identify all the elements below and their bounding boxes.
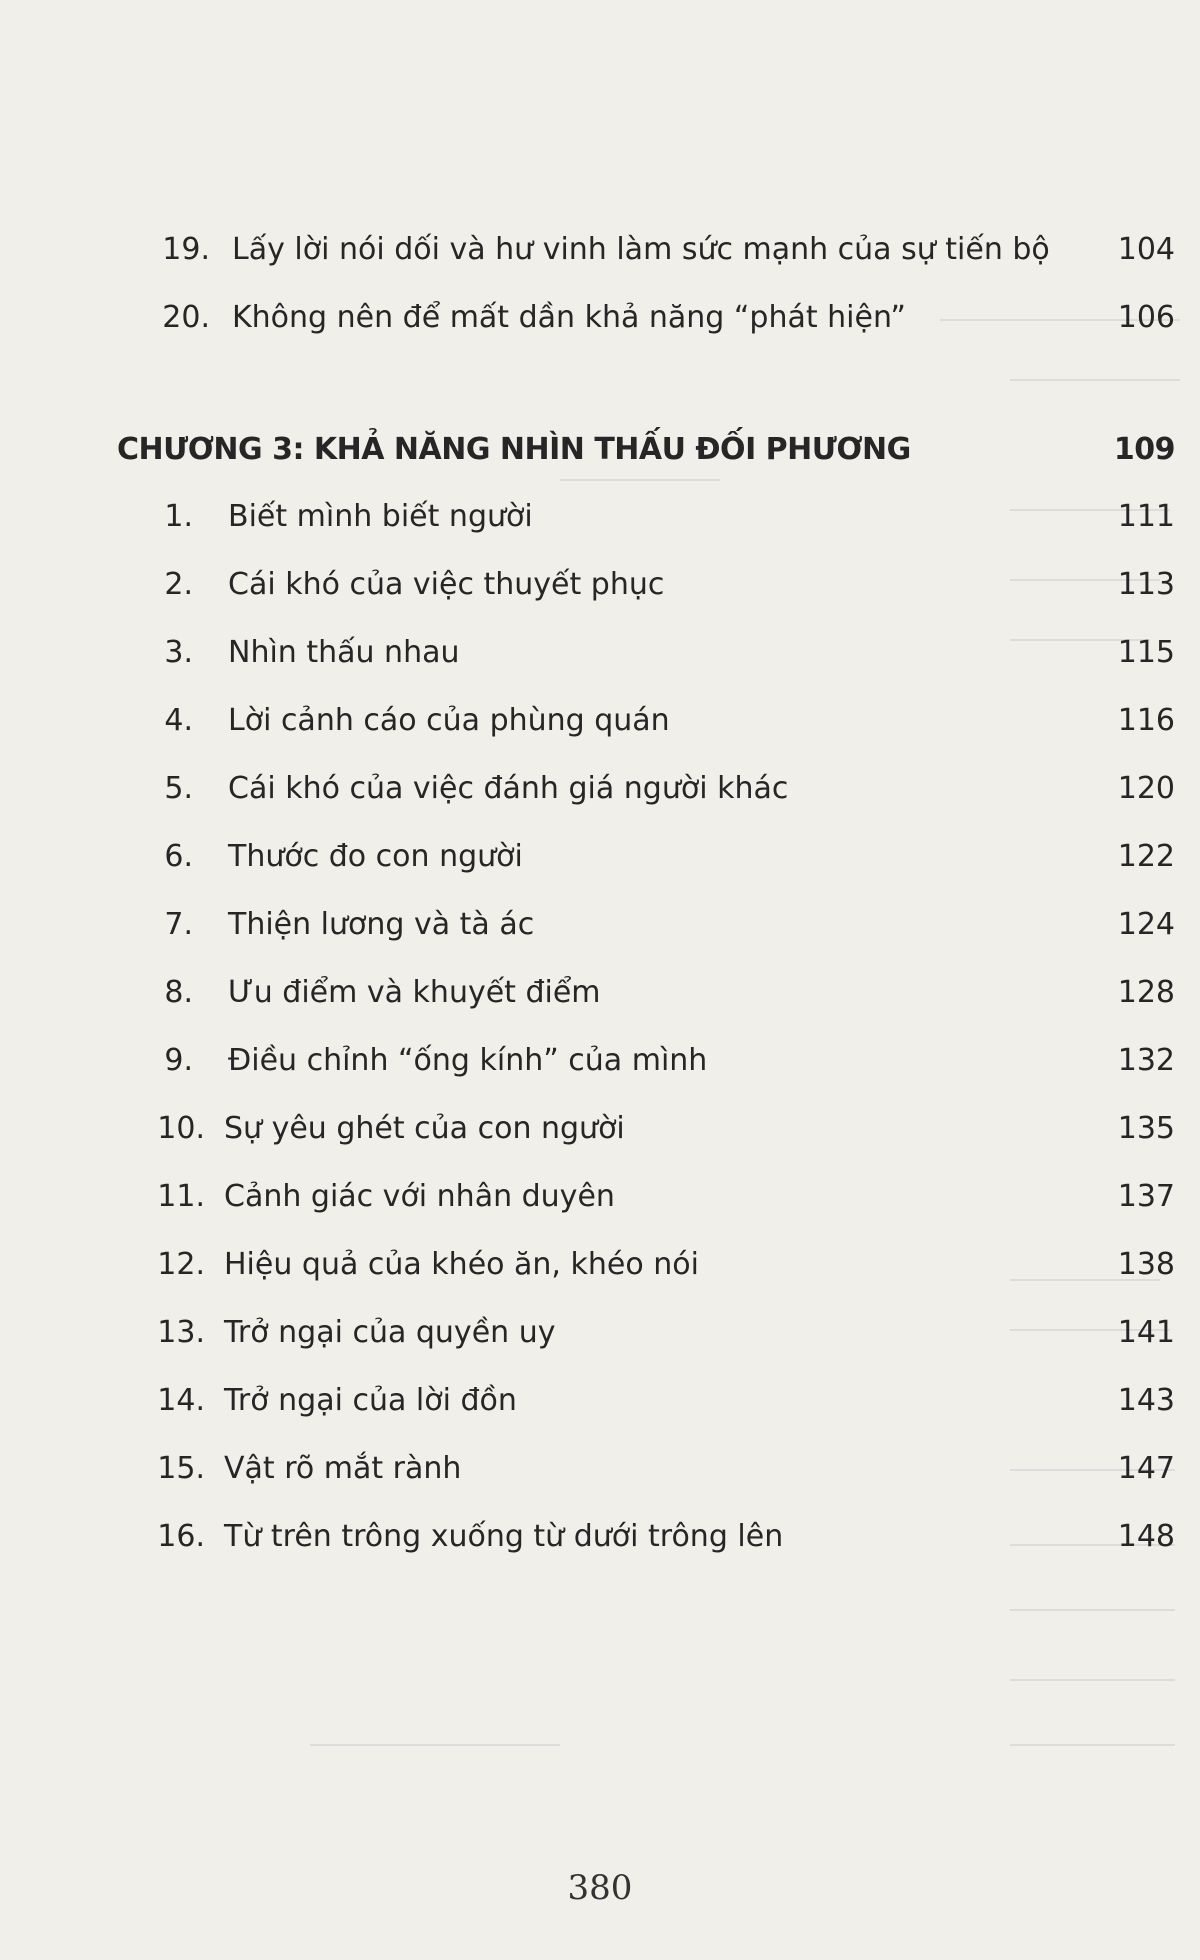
toc-entry-number: 14. [157, 1383, 205, 1418]
toc-entry [0, 1507, 1200, 1567]
toc-entry-page: 143 [1117, 1383, 1175, 1418]
toc-entry-page: 116 [1117, 703, 1175, 738]
toc-entry-page: 128 [1117, 975, 1175, 1010]
toc-entry [0, 288, 1200, 348]
toc-entry [0, 220, 1200, 280]
toc-entry-page: 113 [1117, 567, 1175, 602]
toc-entry [0, 1303, 1200, 1363]
toc-entry [0, 691, 1200, 751]
toc-entry [0, 1439, 1200, 1499]
toc-entry-number: 8. [164, 975, 193, 1010]
toc-entry-title: Hiệu quả của khéo ăn, khéo nói [224, 1247, 699, 1282]
toc-entry [0, 895, 1200, 955]
toc-entry-title: Trở ngại của quyền uy [224, 1315, 556, 1350]
toc-entry-title: Vật rõ mắt rành [224, 1451, 462, 1486]
chapter-title: CHƯƠNG 3: KHẢ NĂNG NHÌN THẤU ĐỐI PHƯƠNG [117, 432, 911, 467]
toc-entry-title: Thiện lương và tà ác [228, 907, 535, 942]
toc-entry-page: 138 [1117, 1247, 1175, 1282]
toc-entry-number: 3. [164, 635, 193, 670]
toc-entry-page: 111 [1117, 499, 1175, 534]
toc-entry-title: Sự yêu ghét của con người [224, 1111, 625, 1146]
toc-entry-title: Nhìn thấu nhau [228, 635, 460, 670]
toc-entry-title: Lời cảnh cáo của phùng quán [228, 703, 670, 738]
toc-entry-number: 12. [157, 1247, 205, 1282]
toc-entry-page: 124 [1117, 907, 1175, 942]
toc-entry-page: 106 [1117, 300, 1175, 335]
toc-entry [0, 623, 1200, 683]
toc-entry-number: 7. [164, 907, 193, 942]
toc-entry-number: 5. [164, 771, 193, 806]
toc-entry-number: 4. [164, 703, 193, 738]
toc-entry-number: 16. [157, 1519, 205, 1554]
chapter-heading [0, 420, 1200, 480]
page-number: 380 [567, 1868, 633, 1908]
toc-entry-title: Không nên để mất dần khả năng “phát hiện” [232, 300, 906, 335]
toc-entry-title: Thước đo con người [228, 839, 523, 874]
toc-entry-title: Cái khó của việc đánh giá người khác [228, 771, 789, 806]
toc-entry-page: 147 [1117, 1451, 1175, 1486]
toc-entry-number: 19. [162, 232, 210, 267]
toc-entry-title: Cái khó của việc thuyết phục [228, 567, 665, 602]
toc-entry [0, 555, 1200, 615]
toc-entry-page: 120 [1117, 771, 1175, 806]
toc-entry-title: Ưu điểm và khuyết điểm [228, 975, 601, 1010]
toc-entry-page: 115 [1117, 635, 1175, 670]
toc-entry-title: Biết mình biết người [228, 499, 533, 534]
chapter-page: 109 [1113, 432, 1175, 467]
toc-entry [0, 1099, 1200, 1159]
toc-entry-title: Lấy lời nói dối và hư vinh làm sức mạnh của sự tiến bộ [232, 232, 1050, 267]
toc-entry-number: 20. [162, 300, 210, 335]
toc-entry-number: 11. [157, 1179, 205, 1214]
toc-entry-page: 148 [1117, 1519, 1175, 1554]
toc-entry-page: 104 [1117, 232, 1175, 267]
toc-entry-page: 132 [1117, 1043, 1175, 1078]
toc-entry [0, 759, 1200, 819]
toc-entry [0, 827, 1200, 887]
toc-entry [0, 1167, 1200, 1227]
toc-entry-number: 6. [164, 839, 193, 874]
toc-entry [0, 963, 1200, 1023]
toc-entry-number: 10. [157, 1111, 205, 1146]
toc-entry-number: 13. [157, 1315, 205, 1350]
toc-entry [0, 1031, 1200, 1091]
toc-entry-number: 1. [164, 499, 193, 534]
toc-entry-page: 122 [1117, 839, 1175, 874]
toc-entry-number: 9. [164, 1043, 193, 1078]
toc-entry-title: Trở ngại của lời đồn [224, 1383, 517, 1418]
toc-entry-title: Cảnh giác với nhân duyên [224, 1179, 615, 1214]
toc-entry-number: 15. [157, 1451, 205, 1486]
toc-entry [0, 487, 1200, 547]
toc-entry [0, 1371, 1200, 1431]
toc-entry-page: 141 [1117, 1315, 1175, 1350]
toc-entry-title: Điều chỉnh “ống kính” của mình [228, 1043, 708, 1078]
toc-entry-page: 137 [1117, 1179, 1175, 1214]
toc-entry-number: 2. [164, 567, 193, 602]
toc-entry-page: 135 [1117, 1111, 1175, 1146]
toc-entry [0, 1235, 1200, 1295]
toc-entry-title: Từ trên trông xuống từ dưới trông lên [224, 1519, 784, 1554]
